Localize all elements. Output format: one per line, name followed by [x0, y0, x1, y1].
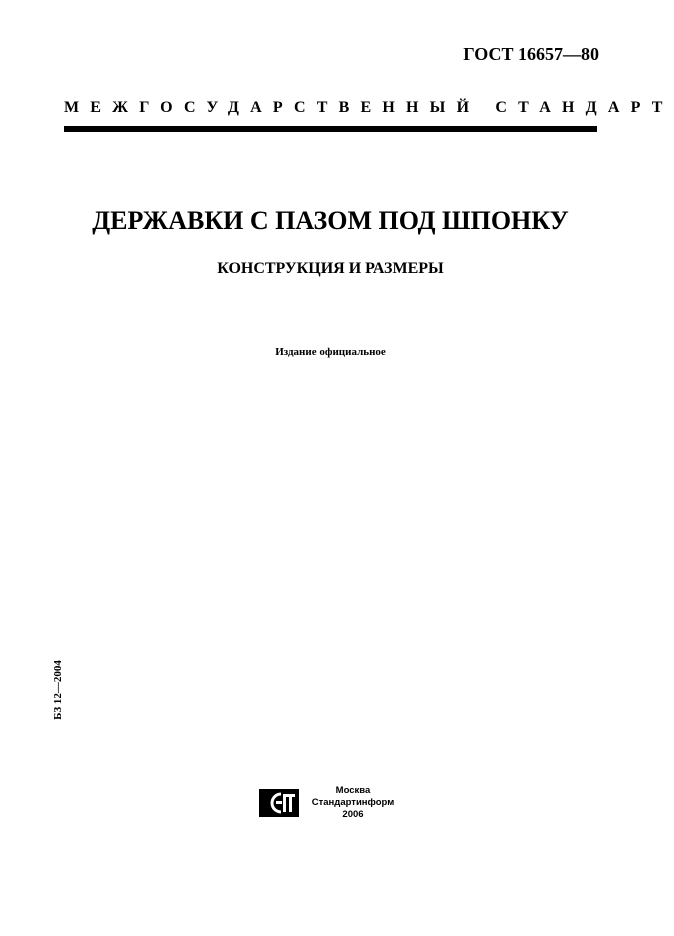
publisher-year: 2006	[342, 809, 364, 820]
document-title: ДЕРЖАВКИ С ПАЗОМ ПОД ШПОНКУ	[92, 206, 569, 235]
publisher-logo-icon	[259, 789, 299, 817]
publisher-block	[305, 785, 401, 821]
publisher-name: Стандартинформ	[311, 797, 395, 808]
publisher-city: Москва	[335, 785, 371, 796]
interstate-standard-header: МЕЖГОСУДАРСТВЕННЫЙ СТАНДАРТ	[64, 99, 674, 116]
header-rule	[64, 126, 597, 132]
gost-number: ГОСТ 16657—80	[463, 44, 599, 64]
document-subtitle: КОНСТРУКЦИЯ И РАЗМЕРЫ	[217, 260, 444, 277]
edition-label: Издание официальное	[275, 346, 386, 358]
side-code: БЗ 12—2004	[52, 660, 64, 720]
